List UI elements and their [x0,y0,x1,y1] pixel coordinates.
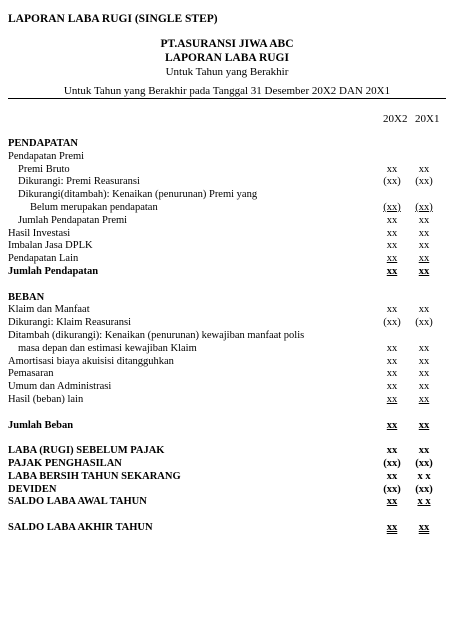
value-20x2: xx [386,304,398,316]
row-label: LABA BERSIH TAHUN SEKARANG [8,470,181,482]
statement-row [0,316,454,329]
value-20x2: xx [386,342,398,354]
value-20x2: xx [386,470,398,482]
row-label: masa depan dan estimasi kewajiban Klaim [18,342,197,354]
period-short: Untuk Tahun yang Berakhir [165,66,289,78]
value-20x2: xx [386,266,398,277]
value-20x1: xx [418,240,430,252]
document-title: LAPORAN LABA RUGI (SINGLE STEP) [8,13,218,25]
value-20x2: xx [386,355,398,367]
row-label: Pemasaran [8,368,54,380]
row-label: Klaim dan Manfaat [8,304,90,316]
value-20x2: (xx) [383,202,401,213]
company-name: PT.ASURANSI JIWA ABC [160,38,294,50]
row-label: PENDAPATAN [8,138,78,149]
row-label: Belum merupakan pendapatan [30,202,158,213]
value-20x2: (xx) [383,317,401,329]
value-20x2: xx [386,253,398,265]
value-20x1: xx [418,304,430,316]
value-20x2: xx [386,214,398,226]
value-20x1: xx [418,355,430,367]
row-label: Hasil Investasi [8,227,71,239]
statement-row [0,214,454,227]
statement-row [0,201,454,214]
row-label: Ditambah (dikurangi): Kenaikan (penurunan) kewajiban manfaat polis [8,330,305,341]
value-20x2: xx [386,381,398,393]
row-label: Premi Bruto [18,163,70,175]
value-20x1: xx [418,381,430,393]
value-20x2: xx [386,522,398,533]
value-20x2: xx [386,368,398,380]
value-20x1: xx [418,394,430,405]
row-label: Umum dan Administrasi [8,381,112,393]
spacer-row [0,278,454,291]
statement-row [0,150,454,163]
row-label: DEVIDEN [8,483,57,495]
row-label: Imbalan Jasa DPLK [8,240,93,252]
value-20x1: x x [417,470,431,482]
spacer-row [0,406,454,419]
value-20x2: (xx) [383,458,401,469]
value-20x1: (xx) [415,176,433,188]
statement-row [0,265,454,278]
row-label: Jumlah Pendapatan [8,266,99,277]
statement-row [0,329,454,342]
statement-row [0,291,454,304]
statement-row [0,175,454,188]
statement-row [0,419,454,432]
row-label: Dikurangi: Klaim Reasuransi [8,317,132,329]
row-label: Dikurangi: Premi Reasuransi [18,176,140,188]
value-20x1: (xx) [415,483,433,495]
statement-row [0,380,454,393]
statement-row [0,457,454,470]
report-name: LAPORAN LABA RUGI [165,52,289,64]
column-header-20x1: 20X1 [415,113,440,125]
value-20x2: xx [386,394,398,405]
statement-row [0,188,454,201]
period-full: Untuk Tahun yang Berakhir pada Tanggal 31 Desember 20X2 DAN 20X1 [63,85,391,97]
value-20x1: xx [418,342,430,354]
statement-row [0,252,454,265]
row-label: Amortisasi biaya akuisisi ditangguhkan [8,355,174,367]
value-20x1: xx [418,419,430,431]
header-rule [8,98,446,99]
statement-row [0,137,454,150]
spacer-row [0,508,454,521]
statement-row [0,342,454,355]
statement-row [0,495,454,508]
statement-row [0,163,454,176]
value-20x1: (xx) [415,202,433,213]
row-label: Dikurangi(ditambah): Kenaikan (penurunan) Premi yang [18,189,258,201]
row-label: LABA (RUGI) SEBELUM PAJAK [8,445,165,457]
value-20x1: xx [418,253,430,265]
statement-row [0,444,454,457]
row-label: Jumlah Pendapatan Premi [18,214,128,226]
row-label: Pendapatan Premi [8,150,85,162]
row-label: SALDO LABA AKHIR TAHUN [8,522,153,533]
value-20x1: xx [418,163,430,175]
statement-row [0,303,454,316]
row-label: BEBAN [8,291,45,303]
value-20x2: xx [386,419,398,431]
value-20x1: xx [418,522,430,533]
value-20x2: (xx) [383,483,401,495]
row-label: Pendapatan Lain [8,253,79,265]
row-label: Jumlah Beban [8,419,74,431]
spacer-row [0,431,454,444]
value-20x2: xx [386,227,398,239]
value-20x1: xx [418,266,430,277]
row-label: SALDO LABA AWAL TAHUN [8,496,147,508]
value-20x1: x x [417,496,431,508]
statement-row [0,521,454,534]
statement-row [0,227,454,240]
row-label: Hasil (beban) lain [8,394,84,405]
value-20x2: xx [386,445,398,457]
value-20x1: xx [418,368,430,380]
statement-row [0,355,454,368]
value-20x2: xx [386,240,398,252]
value-20x1: xx [418,214,430,226]
statement-row [0,239,454,252]
statement-row [0,470,454,483]
statement-row [0,393,454,406]
column-header-20x2: 20X2 [383,113,408,125]
value-20x1: xx [418,445,430,457]
value-20x1: xx [418,227,430,239]
value-20x2: (xx) [383,176,401,188]
row-label: PAJAK PENGHASILAN [8,458,122,469]
value-20x2: xx [386,163,398,175]
statement-row [0,367,454,380]
statement-row [0,483,454,496]
value-20x2: xx [386,496,398,508]
value-20x1: (xx) [415,458,433,469]
value-20x1: (xx) [415,317,433,329]
